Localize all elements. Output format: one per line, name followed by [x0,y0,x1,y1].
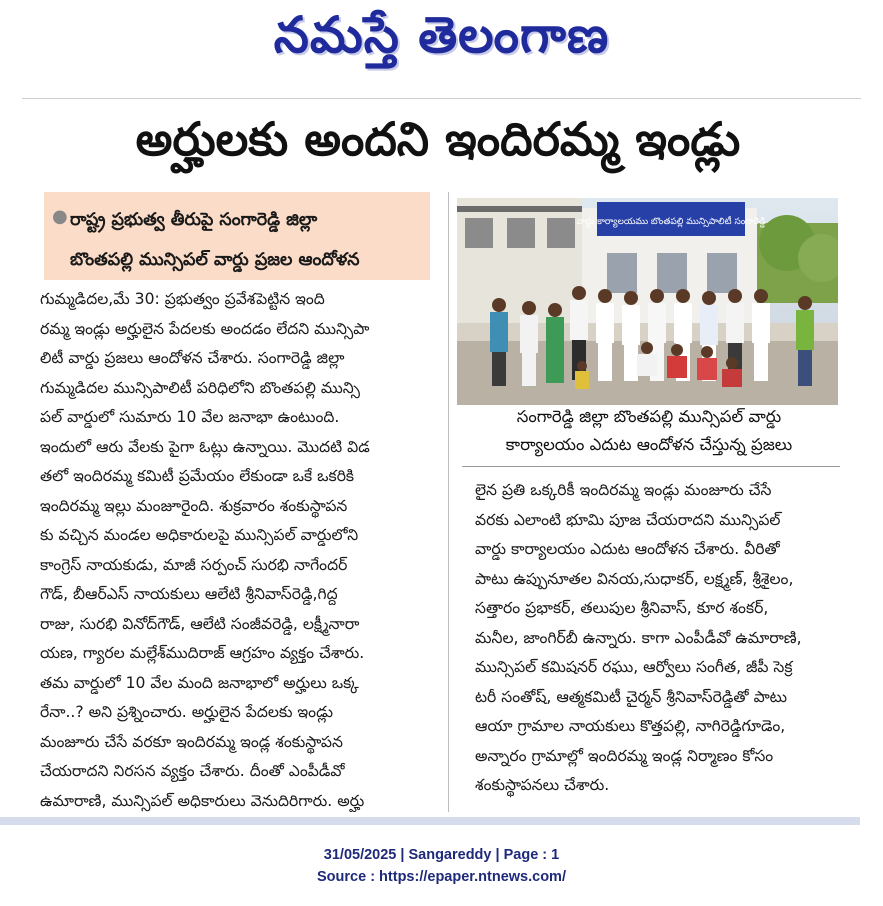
bullet-icon: ● [52,206,68,227]
newspaper-masthead [0,0,883,78]
clipping-bottom-edge [0,817,860,825]
article-subheading [70,200,422,280]
photo-caption-line-2: కార్యాలయం ఎదుట ఆందోళన చేస్తున్న ప్రజలు [505,435,793,454]
photo-caption-line-1: సంగారెడ్డి జిల్లా బొంతపల్లి మున్సిపల్ వార్డు [516,407,782,426]
subheading-line-2: బొంతపల్లి మున్సిపల్ వార్డు ప్రజల ఆందోళన [70,250,360,270]
article-headline: అర్హులకు అందని ఇందిరమ్మ ఇండ్లు [135,112,741,166]
article-body-left-column: గుమ్మడిదల,మే 30: ప్రభుత్వం ప్రవేశపెట్టిన ఇంది రమ్మ ఇండ్లు అర్హులైన పేదలకు అందడం లేదని మున్సిపా లిటీ వార్డు ప్రజలు ఆందోళన చేశారు. సంగారెడ్డి జిల్లా గుమ్మడిదల మున్సిపాలిటీ పరిధిలోని బొంతపల్లి మున్సి పల్ వార్డులో సుమారు 10 వేల జనాభా ఉంటుంది. ఇందులో ఆరు వేలకు పైగా ఓట్లు ఉన్నాయి. మొదటి విడ తలో ఇందిరమ్మ కమిటీ ప్రమేయం లేకుండా ఒకే ఒకరికి ఇందిరమ్మ ఇల్లు మంజూరైంది. శుక్రవారం శంకుస్థాపన కు వచ్చిన మండల అధికారులపై మున్సిపల్ వార్డులోని కాంగ్రెస్ నాయకుడు, మాజీ సర్పంచ్ సురభి నాగేందర్ గౌడ్, బీఆర్ఎస్ నాయకులు ఆలేటి శ్రీనివాస్‌రెడ్డి,గిద్ద రాజు, సురభి వినోద్‌గౌడ్, ఆలేటి సంజీవరెడ్డి, లక్ష్మీనారా యణ, గ్యారల మల్లేశ్‌ముదిరాజ్ ఆగ్రహం వ్యక్తం చేశారు. తమ వార్డులో 10 వేల మంది జనాభాలో అర్హులు ఒక్క రేనా..? అని ప్రశ్నించారు. అర్హులైన పేదలకు ఇండ్లు మంజూరు చేసే వరకూ ఇందిరమ్మ ఇండ్ల శంకుస్థాపన చేయరాదని నిరసన వ్యక్తం చేశారు. దీంతో ఎంపీడీవో ఉమారాణి, మున్సిపల్ అధికారులు వెనుదిరిగారు. అర్హు [40,290,370,810]
page-footer [0,844,883,888]
caption-divider [462,466,840,467]
subheading-line-1: రాష్ట్ర ప్రభుత్వ తీరుపై సంగారెడ్డి జిల్లా [70,210,318,230]
column-divider [448,192,449,812]
protest-photo [457,198,838,405]
footer-source: Source : https://epaper.ntnews.com/ [317,869,566,885]
footer-date-edition: 31/05/2025 | Sangareddy | Page : 1 [323,847,560,863]
article-body-right-column: లైన ప్రతి ఒక్కరికీ ఇందిరమ్మ ఇండ్లు మంజూరు చేసే వరకు ఎలాంటి భూమి పూజ చేయరాదని మున్సిపల్ వార్డు కార్యాలయం ఎదుట ఆందోళన చేశారు. వీరితో పాటు ఉప్పునూతల వినయ,సుధాకర్, లక్ష్మణ్, శ్రీశైలం, సత్తారం ప్రభాకర్, తలుపుల శ్రీనివాస్, కూర శంకర్, మనీల, జాంగిర్‌బీ ఉన్నారు. కాగా ఎంపీడీవో ఉమారాణి, మున్సిపల్ కమిషనర్ రఘు, ఆర్వోలు సంగీత, జీపీ సెక్ర టరీ సంతోష్‌, ఆత్మకమిటీ చైర్మన్ శ్రీనివాస్‌రెడ్డితో పాటు ఆయా గ్రామాల నాయకులు కొత్తపల్లి, నాగిరెడ్డిగూడెం, అన్నారం గ్రామాల్లో ఇందిరమ్మ ఇండ్ల నిర్మాణం కోసం శంకుస్థాపనలు చేశారు. [475,481,802,794]
office-banner-text: వార్డు కార్యాలయము బొంతపల్లి మున్సిపాలిటీ సంగారెడ్డి [576,217,766,227]
photo-caption [463,403,835,459]
masthead-title: నమస్తే తెలంగాణ [273,6,610,64]
